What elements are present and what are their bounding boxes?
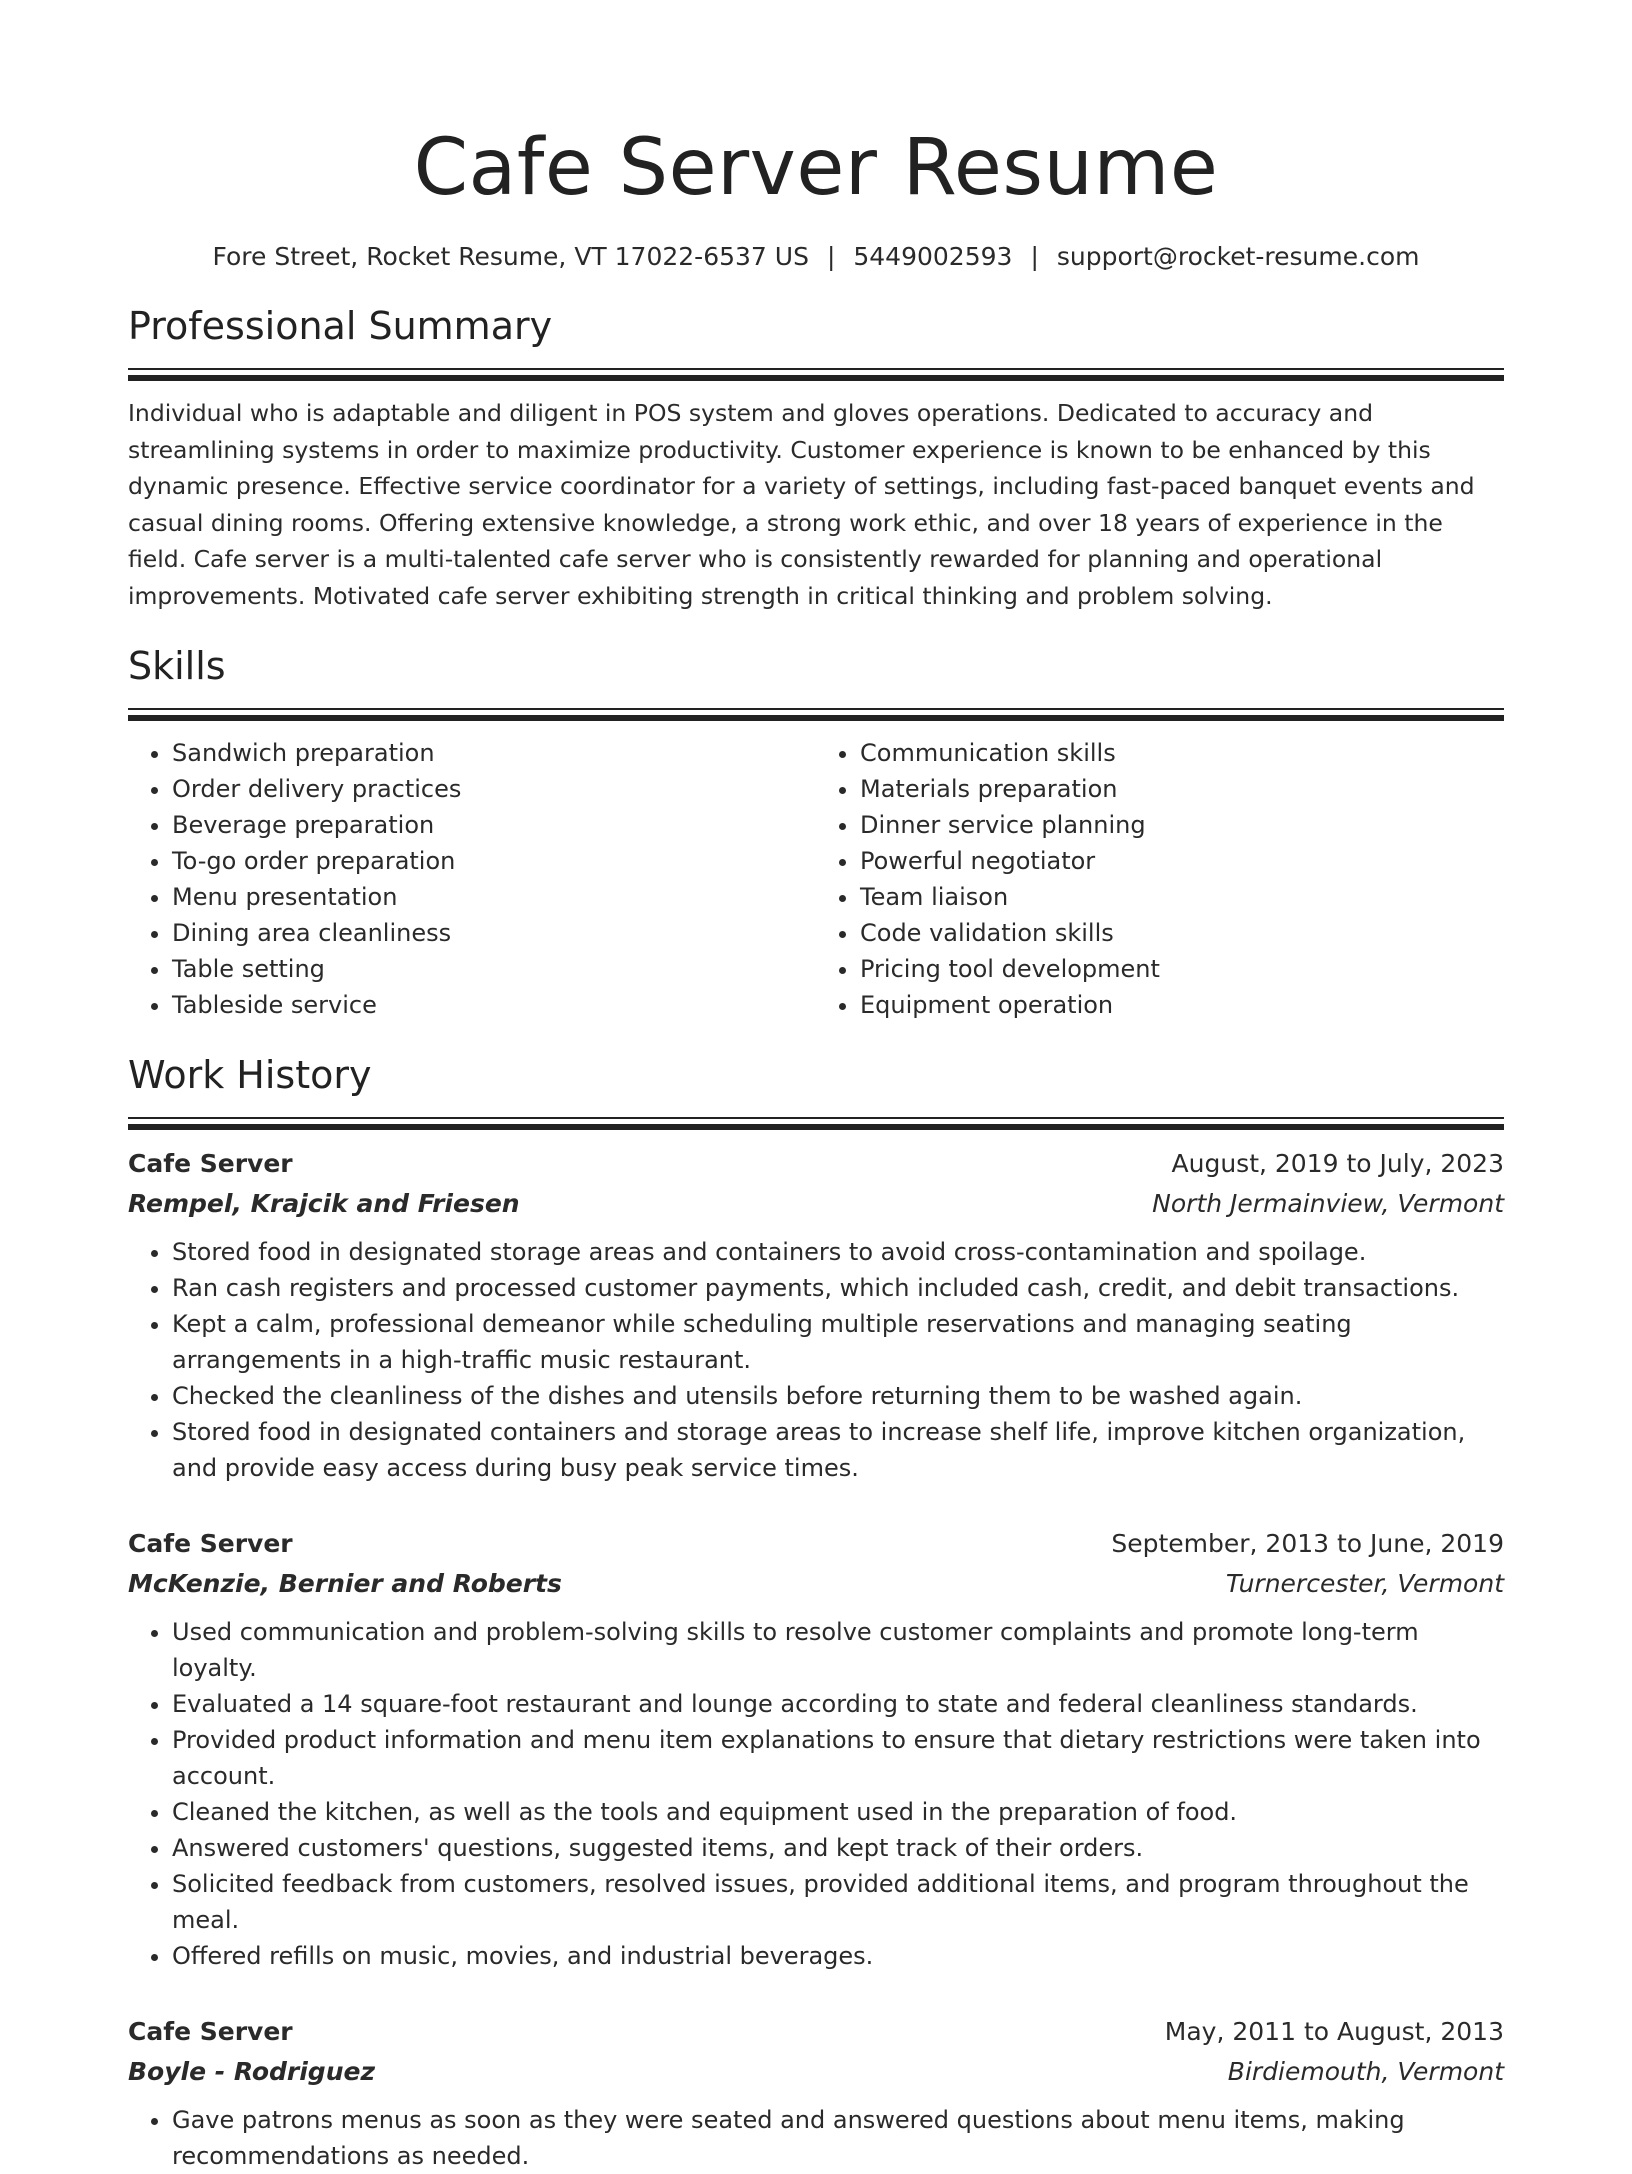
job-location: North Jermainview, Vermont	[1152, 1189, 1504, 1218]
job-bullets	[128, 1614, 1504, 1974]
work-heading: Work History	[128, 1053, 372, 1097]
summary-heading: Professional Summary	[128, 304, 553, 348]
job-bullet: • Used communication and problem-solving skills to resolve customer complaints and promote long-term loyalty.	[172, 1614, 1504, 1686]
skills-list-left	[128, 735, 816, 1023]
job-bullet: • Answered customers' questions, suggested items, and kept track of their orders.	[172, 1830, 1504, 1866]
skills-columns	[128, 735, 1504, 1023]
skill-item: • To-go order preparation	[172, 843, 816, 879]
skill-item: • Order delivery practices	[172, 771, 816, 807]
job-location: Turnercester, Vermont	[1225, 1569, 1504, 1598]
job-bullet: • Gave patrons menus as soon as they were seated and answered questions about menu items, making recommendations as needed.	[172, 2102, 1504, 2174]
skill-item: • Dining area cleanliness	[172, 915, 816, 951]
job-dates: September, 2013 to June, 2019	[1111, 1529, 1504, 1558]
job-title: Cafe Server	[128, 1149, 293, 1178]
skill-item: • Table setting	[172, 951, 816, 987]
contact-separator: |	[1030, 242, 1039, 271]
job-company: Boyle - Rodriguez	[128, 2057, 376, 2086]
job-bullet: • Kept a calm, professional demeanor while scheduling multiple reservations and managing seating arrangements in a high-traffic music restaurant.	[172, 1306, 1504, 1378]
skill-item: • Tableside service	[172, 987, 816, 1023]
skill-item: • Communication skills	[860, 735, 1504, 771]
job-bullet: • Offered refills on music, movies, and industrial beverages.	[172, 1938, 1504, 1974]
summary-section	[128, 300, 1504, 614]
skill-item: • Pricing tool development	[860, 951, 1504, 987]
job-bullet: • Stored food in designated containers and storage areas to increase shelf life, improve kitchen organization, and provide easy access during busy peak service times.	[172, 1414, 1504, 1486]
resume-title: Cafe Server Resume	[413, 123, 1219, 213]
summary-text: Individual who is adaptable and diligent in POS system and gloves operations. Dedicated to accuracy and streamlining systems in order to maximize productivity. Customer experience is known to be enhanced by this dynamic presence. Effective service coordinator for a variety of settings, including fast-paced banquet events and casual dining rooms. Offering extensive knowledge, a strong work ethic, and over 18 years of experience in the field. Cafe server is a multi-talented cafe server who is consistently rewarded for planning and operational improvements. Motivated cafe server exhibiting strength in critical thinking and problem solving.	[128, 399, 1475, 610]
job-bullet: • Checked the cleanliness of the dishes and utensils before returning them to be washed again.	[172, 1378, 1504, 1414]
job-company: Rempel, Krajcik and Friesen	[128, 1189, 520, 1218]
skill-item: • Beverage preparation	[172, 807, 816, 843]
skill-item: • Dinner service planning	[860, 807, 1504, 843]
skill-item: • Equipment operation	[860, 987, 1504, 1023]
job-bullet: • Ran cash registers and processed customer payments, which included cash, credit, and debit transactions.	[172, 1270, 1504, 1306]
job-bullets	[128, 2102, 1504, 2174]
work-section	[128, 1049, 1504, 2174]
job-bullet: • Evaluated a 14 square-foot restaurant and lounge according to state and federal cleanliness standards.	[172, 1686, 1504, 1722]
job-company: McKenzie, Bernier and Roberts	[128, 1569, 562, 1598]
contact-line	[128, 240, 1504, 274]
job-dates: August, 2019 to July, 2023	[1171, 1149, 1504, 1178]
skill-item: • Team liaison	[860, 879, 1504, 915]
section-divider	[128, 368, 1504, 381]
job-entry	[128, 1144, 1504, 1486]
job-dates: May, 2011 to August, 2013	[1164, 2017, 1504, 2046]
job-title: Cafe Server	[128, 2017, 293, 2046]
skills-section	[128, 640, 1504, 1023]
job-location: Birdiemouth, Vermont	[1227, 2057, 1504, 2086]
job-title: Cafe Server	[128, 1529, 293, 1558]
skill-item: • Materials preparation	[860, 771, 1504, 807]
skills-list-right	[816, 735, 1504, 1023]
job-entry	[128, 2012, 1504, 2174]
skill-item: • Code validation skills	[860, 915, 1504, 951]
section-divider	[128, 1117, 1504, 1130]
job-entry	[128, 1524, 1504, 1974]
skill-item: • Menu presentation	[172, 879, 816, 915]
job-bullet: • Solicited feedback from customers, resolved issues, provided additional items, and program throughout the meal.	[172, 1866, 1504, 1938]
skill-item: • Powerful negotiator	[860, 843, 1504, 879]
contact-separator: |	[826, 242, 836, 271]
skills-heading: Skills	[128, 644, 226, 688]
section-divider	[128, 708, 1504, 721]
contact-address: Fore Street, Rocket Resume, VT 17022-6537 US	[212, 242, 809, 271]
contact-phone: 5449002593	[853, 242, 1013, 271]
skill-item: • Sandwich preparation	[172, 735, 816, 771]
job-bullet: • Stored food in designated storage areas and containers to avoid cross-contamination and spoilage.	[172, 1234, 1504, 1270]
contact-email: support@rocket-resume.com	[1056, 242, 1420, 271]
job-bullet: • Provided product information and menu item explanations to ensure that dietary restrictions were taken into account.	[172, 1722, 1504, 1794]
job-bullets	[128, 1234, 1504, 1486]
job-bullet: • Cleaned the kitchen, as well as the tools and equipment used in the preparation of food.	[172, 1794, 1504, 1830]
